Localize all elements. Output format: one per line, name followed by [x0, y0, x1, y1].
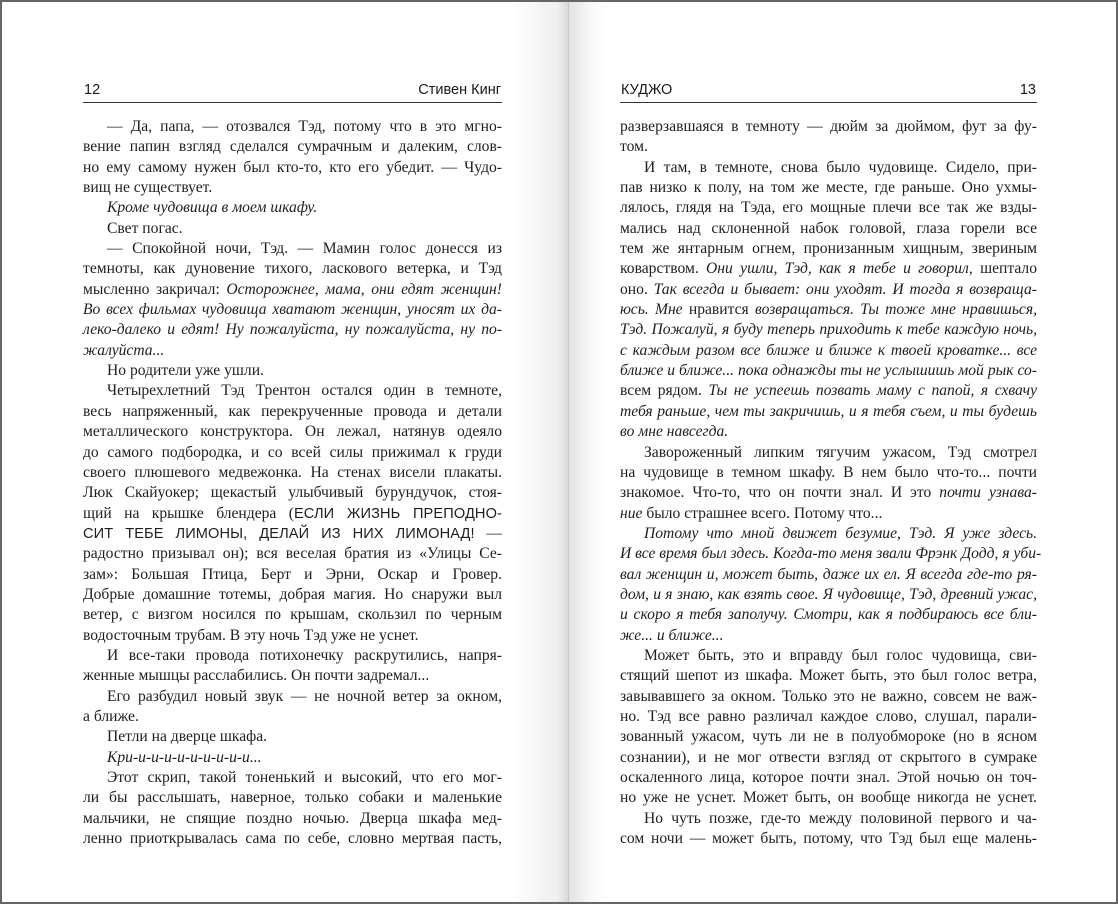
text-span: жалуйста...: [83, 341, 165, 359]
text-span: ленно приоткрывалась сама по себе, словно мертвая пасть,: [83, 830, 502, 848]
text-span: металлического конструктора. Он лежал, натянув одеяло: [83, 423, 502, 441]
text-span: Но чуть позже, где-то между половиной первого и ча-: [644, 809, 1037, 827]
caps-span: СИТ ТЕБЕ ЛИМОНЫ, ДЕЛАЙ ИЗ НИХ ЛИМОНАД!: [83, 525, 475, 542]
text-line: [83, 341, 502, 361]
text-span: том.: [620, 138, 648, 156]
italic-span: юсь. Мне: [620, 301, 683, 319]
text-span: Его разбудил новый звук — не ночной ветер за окном,: [107, 687, 502, 705]
text-line: [83, 605, 502, 625]
text-line: [620, 829, 1037, 849]
text-line: [620, 483, 1037, 503]
text-line: [83, 666, 502, 686]
text-line: [620, 239, 1037, 259]
text-span: —: [474, 524, 502, 542]
left-running-head: [83, 80, 502, 103]
text-span: но уже не уснет. Может быть, он вообще никогда не уснет.: [620, 789, 1037, 807]
text-line: [620, 341, 1037, 361]
left-page-body-text: [83, 117, 502, 849]
right-running-head: [620, 80, 1037, 103]
text-span: пав низко к полу, на том же месте, где раньше. Оно ухмы-: [620, 179, 1037, 197]
text-line: [620, 727, 1037, 747]
text-line: [620, 585, 1037, 605]
text-span: вищ не существует.: [83, 179, 213, 197]
text-span: оно.: [620, 280, 654, 298]
text-line: [83, 443, 502, 463]
text-span: тем же янтарным огнем, пронизанным хищным, звериным: [620, 240, 1037, 258]
text-span: и скоро я тебя заполучу. Смотри, как я подбираюсь все бли-: [620, 606, 1037, 624]
text-span: Тэд. Пожалуй, я буду теперь приходить к тебе каждую ночь,: [620, 321, 1037, 339]
text-span: Завороженный липким тягучим ужасом, Тэд смотрел: [644, 443, 1037, 461]
text-line: [620, 402, 1037, 422]
text-line: [83, 239, 502, 259]
text-span: леко-далеко и едят! Ну пожалуйста, ну пожалуйста, ну по-: [83, 321, 502, 339]
text-line: [83, 198, 502, 218]
text-span: нравится: [682, 301, 755, 319]
text-span: на чудовище в темном шкафу. В нем было что-то... почти: [620, 463, 1037, 481]
italic-span: Они ушли, Тэд, как я тебе и говорил,: [706, 260, 973, 278]
text-line: [620, 605, 1037, 625]
text-line: [83, 504, 502, 524]
text-span: щий на крышке блендера (: [83, 504, 294, 522]
text-line: [83, 544, 502, 564]
text-span: стящий шепот из шкафа. Может быть, это был голос ветра,: [620, 667, 1037, 685]
text-line: [620, 219, 1037, 239]
spine-shadow-right: [569, 2, 609, 902]
text-line: [620, 646, 1037, 666]
text-line: [83, 626, 502, 646]
text-span: Добрые домашние тотемы, добрая магия. Но снаружи выл: [83, 585, 502, 603]
text-line: [620, 524, 1037, 544]
text-span: И там, в темноте, снова было чудовище. Сидело, при-: [644, 158, 1037, 176]
text-span: мались над склоненной набок головой, глаза горели все: [620, 219, 1037, 237]
text-span: всем рядом.: [620, 382, 709, 400]
text-line: [620, 280, 1037, 300]
text-span: шептало: [972, 260, 1037, 278]
text-span: тебя раньше, чем ты закричишь, и я тебя съем, и ты будешь: [620, 402, 1037, 420]
text-line: [620, 300, 1037, 320]
right-page: [620, 2, 1042, 902]
text-line: [83, 524, 502, 544]
text-line: [620, 320, 1037, 340]
italic-span: почти узнава-: [939, 484, 1037, 502]
text-span: Потому что мной движет безумие, Тэд. Я уже здесь.: [644, 524, 1037, 542]
text-line: [620, 504, 1037, 524]
text-line: [620, 809, 1037, 829]
text-span: а ближе.: [83, 707, 139, 725]
text-span: дом, и я знаю, как взять свое. Я чудовище, Тэд, древний ужас,: [620, 585, 1037, 603]
text-line: [620, 158, 1037, 178]
text-span: Этот скрип, такой тоненький и высокий, что его мог-: [107, 769, 502, 786]
text-span: сознании), и не мог отвести взгляд от скрытого в сумраке: [620, 748, 1037, 766]
text-line: [83, 300, 502, 320]
text-line: [620, 422, 1037, 442]
italic-span: Так всегда и бывает: они уходят. И тогда я возвраща-: [653, 280, 1037, 298]
text-span: во мне навсегда.: [620, 423, 729, 441]
text-span: но ему самому нужен был кто-то, кто его убедит. — Чудо-: [83, 158, 502, 176]
text-span: Люк Скайуокер; щекастый улыбчивый бурундучок, стоя-: [83, 484, 502, 502]
text-line: [620, 381, 1037, 401]
text-line: [83, 687, 502, 707]
text-line: [620, 768, 1037, 788]
text-span: Кроме чудовища в моем шкафу.: [107, 199, 318, 217]
text-line: [620, 361, 1037, 381]
text-span: было страшнее всего. Потому что...: [642, 504, 883, 522]
text-span: Петли на дверце шкафа.: [107, 728, 268, 746]
text-line: [83, 259, 502, 279]
text-line: [83, 422, 502, 442]
text-span: Четырехлетний Тэд Трентон остался один в темноте,: [107, 382, 502, 400]
text-line: [620, 544, 1042, 564]
text-line: [83, 219, 502, 239]
text-span: оскаленного лица, которое почти знал. Этой ночью он точ-: [620, 769, 1037, 786]
text-line: [83, 402, 502, 422]
text-span: до самого подбородка, и со всей силы прижимал к груди: [83, 443, 502, 461]
text-line: [83, 788, 502, 808]
text-line: [83, 646, 502, 666]
text-line: [620, 687, 1037, 707]
text-span: Свет погас.: [107, 219, 183, 237]
text-span: знакомое. Что-то, что он почти знал. И это: [620, 484, 940, 502]
text-span: радостно призывал он); вся веселая братия из «Улицы Се-: [83, 545, 502, 563]
text-line: [620, 259, 1037, 279]
italic-span: Осторожнее, мама, они едят женщин!: [226, 280, 502, 298]
text-span: Может быть, это и вправду был голос чудовища, сви-: [644, 646, 1037, 664]
text-line: [620, 198, 1037, 218]
text-span: мальчики, не спящие поздно ночью. Дверца шкафа мед-: [83, 809, 502, 827]
text-line: [83, 463, 502, 483]
text-line: [83, 361, 502, 381]
text-span: Кри-и-и-и-и-и-и-и-и-и...: [107, 748, 262, 766]
text-line: [620, 117, 1037, 137]
text-span: разверзавшаяся в темноту — дюйм за дюймом, фут за фу-: [620, 118, 1037, 135]
text-span: Но родители уже ушли.: [107, 362, 264, 380]
text-span: ветер, с визгом носился по крышам, скользил по черным: [83, 606, 502, 624]
text-line: [83, 381, 502, 401]
text-line: [620, 707, 1037, 727]
text-span: — Спокойной ночи, Тэд. — Мамин голос донесся из: [107, 240, 502, 258]
text-line: [620, 443, 1037, 463]
text-span: водосточным трубам. В эту ночь Тэд уже не уснет.: [83, 626, 419, 644]
text-span: завывавшего за окном. Только это не важно, совсем не важ-: [620, 687, 1037, 705]
text-line: [83, 280, 502, 300]
text-line: [620, 565, 1037, 585]
italic-span: возвращаться. Ты тоже мне нравишься,: [755, 301, 1037, 319]
text-line: [620, 463, 1037, 483]
text-span: весь напряженный, как перекрученные провода и детали: [83, 402, 502, 420]
text-span: мысленно закричал:: [83, 280, 227, 298]
text-span: темноты, как дуновение тихого, ласкового ветерка, и Тэд: [83, 260, 502, 278]
text-span: И все время был здесь. Когда-то меня звали Фрэнк Додд, я уби-: [620, 545, 1042, 563]
text-line: [620, 178, 1037, 198]
text-line: [83, 707, 502, 727]
text-span: сом ночи — может быть, потому, что Тэд был еще малень-: [620, 830, 1037, 848]
text-span: ближе и ближе... пока однажды ты не услышишь мой рык со-: [620, 362, 1037, 380]
text-line: [83, 809, 502, 829]
text-span: лялось, глядя на Тэда, его мощные плечи все так же взды-: [620, 199, 1037, 217]
text-span: зам»: Большая Птица, Берт и Эрни, Оскар и Гровер.: [83, 565, 502, 583]
text-line: [620, 666, 1037, 686]
text-line: [83, 829, 502, 849]
spine-shadow-left: [512, 2, 569, 902]
italic-span: Ты не успеешь позвать маму с папой, я схвачу: [708, 382, 1038, 400]
text-line: [83, 158, 502, 178]
text-line: [83, 320, 502, 340]
left-page: [83, 2, 502, 902]
text-span: коварством.: [620, 260, 707, 278]
text-line: [83, 117, 502, 137]
author-name-header: Стивен Кинг: [418, 82, 501, 98]
text-line: [620, 626, 1037, 646]
text-span: женные мышцы расслабились. Он почти задремал...: [83, 667, 430, 685]
text-line: [620, 748, 1037, 768]
text-span: вал женщин и, может быть, даже их ел. Я всегда где-то ря-: [620, 565, 1037, 583]
text-span: вение папин взгляд сделался сумрачным и далеким, слов-: [83, 138, 502, 156]
text-line: [83, 768, 502, 788]
text-line: [83, 565, 502, 585]
text-line: [83, 178, 502, 198]
text-line: [83, 727, 502, 747]
page-number-left: 12: [84, 82, 101, 98]
right-page-body-text: [620, 117, 1042, 849]
page-number-right: 13: [1019, 82, 1036, 98]
text-line: [83, 585, 502, 605]
text-line: [620, 137, 1037, 157]
text-span: И все-таки провода потихонечку раскрутились, напря-: [107, 646, 502, 664]
text-span: зованный ужасом, чуть ли не в полуобмороке (но в ясном: [620, 728, 1037, 746]
text-line: [83, 483, 502, 503]
text-span: ли бы расслышать, наверное, только собаки и маленькие: [83, 789, 502, 807]
text-span: Во всех фильмах чудовища хватают женщин, уносят их да-: [83, 301, 502, 319]
text-line: [83, 748, 502, 768]
text-span: же... и ближе...: [620, 626, 724, 644]
text-line: [620, 788, 1037, 808]
book-title-header: КУДЖО: [621, 82, 673, 98]
text-span: но. Тэд все равно различал каждое слово, слушал, парали-: [620, 707, 1037, 725]
text-span: — Да, папа, — отозвался Тэд, потому что в это мгно-: [107, 118, 502, 135]
text-line: [83, 137, 502, 157]
text-span: своего плюшевого медвежонка. На стенах висели плакаты.: [83, 463, 502, 481]
italic-span: ние: [620, 504, 643, 522]
caps-span: ЕСЛИ ЖИЗНЬ ПРЕПОДНО-: [293, 505, 502, 522]
text-span: с каждым разом все ближе и ближе к твоей кроватке... все: [620, 341, 1037, 359]
